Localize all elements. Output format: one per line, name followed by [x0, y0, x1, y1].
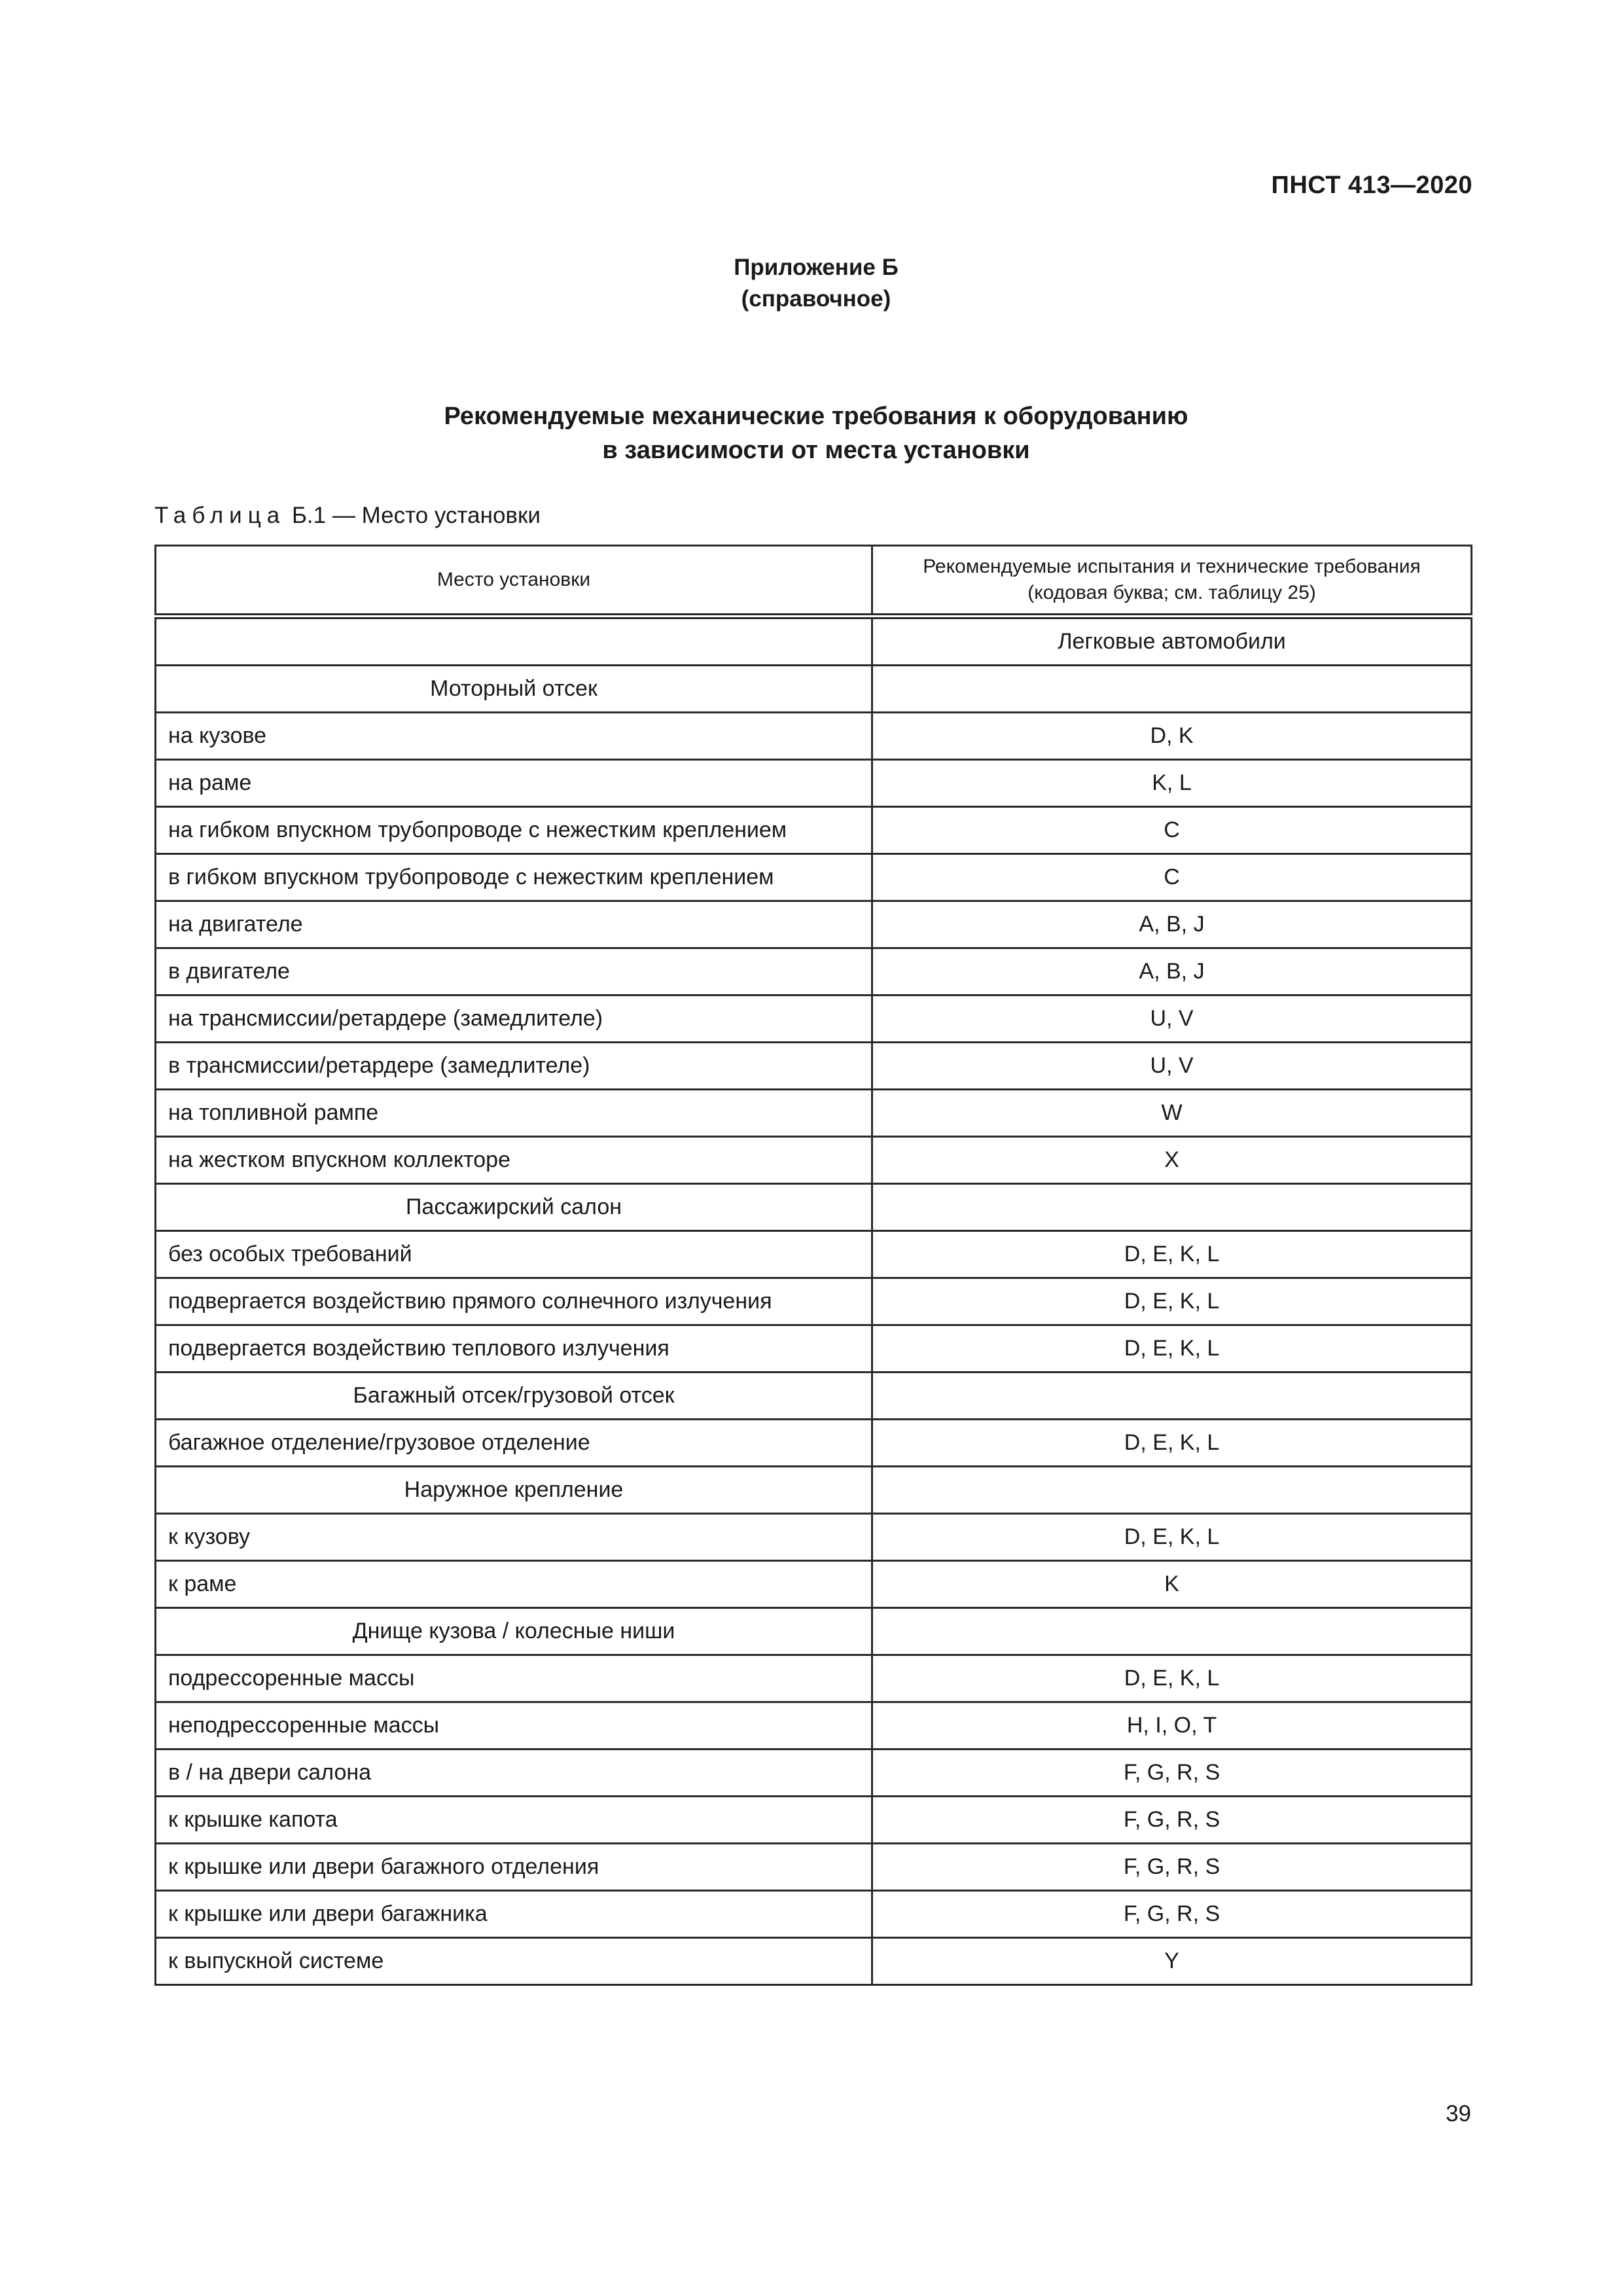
table-row — [156, 948, 1472, 996]
section-heading-cell: Моторный отсек — [156, 666, 872, 713]
code-cell: Y — [872, 1938, 1472, 1985]
header-cell-place: Место установки — [156, 546, 872, 617]
table-caption-text: Б.1 — Место установки — [285, 503, 541, 528]
appendix-heading — [0, 252, 1623, 315]
table-row — [156, 1278, 1472, 1325]
section-heading-cell: Наружное крепление — [156, 1467, 872, 1514]
place-cell: на трансмиссии/ретардере (замедлителе) — [156, 996, 872, 1043]
section-heading-cell: Пассажирский салон — [156, 1184, 872, 1231]
section-title-line-1: Рекомендуемые механические требования к оборудованию — [444, 403, 1188, 430]
header-requirements-line-2: (кодовая буква; см. таблицу 25) — [1027, 582, 1316, 603]
place-cell: к кузову — [156, 1514, 872, 1561]
code-cell: K, L — [872, 760, 1472, 807]
table-row — [156, 901, 1472, 948]
table-row — [156, 854, 1472, 901]
table-row — [156, 1090, 1472, 1137]
place-cell: неподрессоренные массы — [156, 1702, 872, 1749]
empty-cell — [872, 1608, 1472, 1655]
code-cell: U, V — [872, 1043, 1472, 1090]
appendix-title: Приложение Б — [734, 255, 899, 280]
document-code: ПНСТ 413—2020 — [1271, 171, 1472, 199]
vehicle-type-row — [156, 617, 1472, 666]
place-cell: в двигателе — [156, 948, 872, 996]
header-requirements-line-1: Рекомендуемые испытания и технические требования — [923, 556, 1421, 577]
installation-table — [154, 545, 1472, 1986]
place-cell: багажное отделение/грузовое отделение — [156, 1420, 872, 1467]
table-caption — [154, 503, 541, 529]
code-cell: D, E, K, L — [872, 1514, 1472, 1561]
place-cell: на двигателе — [156, 901, 872, 948]
place-cell: к крышке капота — [156, 1797, 872, 1844]
table-row — [156, 1514, 1472, 1561]
section-row — [156, 1372, 1472, 1420]
table-row — [156, 1137, 1472, 1184]
code-cell: H, I, O, T — [872, 1702, 1472, 1749]
table-row — [156, 1844, 1472, 1891]
section-title-line-2: в зависимости от места установки — [602, 437, 1030, 464]
table-header-row — [156, 546, 1472, 617]
place-cell: на топливной рампе — [156, 1090, 872, 1137]
place-cell: к крышке или двери багажного отделения — [156, 1844, 872, 1891]
section-row — [156, 1608, 1472, 1655]
table-row — [156, 1655, 1472, 1702]
table-body — [156, 546, 1472, 1985]
section-row — [156, 1467, 1472, 1514]
table-row — [156, 1325, 1472, 1372]
code-cell: A, B, J — [872, 901, 1472, 948]
table-caption-label: Таблица — [154, 503, 286, 528]
code-cell: X — [872, 1137, 1472, 1184]
code-cell: A, B, J — [872, 948, 1472, 996]
place-cell: на жестком впускном коллекторе — [156, 1137, 872, 1184]
code-cell: C — [872, 854, 1472, 901]
section-row — [156, 666, 1472, 713]
code-cell: C — [872, 807, 1472, 854]
place-cell: к крышке или двери багажника — [156, 1891, 872, 1938]
code-cell: F, G, R, S — [872, 1797, 1472, 1844]
table-row — [156, 1891, 1472, 1938]
table-row — [156, 807, 1472, 854]
appendix-subtitle: (справочное) — [741, 286, 891, 312]
table-row — [156, 996, 1472, 1043]
code-cell: W — [872, 1090, 1472, 1137]
table-row — [156, 1702, 1472, 1749]
empty-cell — [156, 617, 872, 666]
code-cell: F, G, R, S — [872, 1891, 1472, 1938]
code-cell: D, E, K, L — [872, 1231, 1472, 1278]
code-cell: K — [872, 1561, 1472, 1608]
section-title — [0, 399, 1623, 467]
table-row — [156, 1561, 1472, 1608]
empty-cell — [872, 1372, 1472, 1420]
table-row — [156, 1749, 1472, 1797]
empty-cell — [872, 1184, 1472, 1231]
table-row — [156, 1231, 1472, 1278]
place-cell: подвергается воздействию теплового излучения — [156, 1325, 872, 1372]
table-row — [156, 1797, 1472, 1844]
code-cell: D, K — [872, 713, 1472, 760]
section-row — [156, 1184, 1472, 1231]
place-cell: без особых требований — [156, 1231, 872, 1278]
code-cell: F, G, R, S — [872, 1749, 1472, 1797]
table-row — [156, 760, 1472, 807]
section-heading-cell: Багажный отсек/грузовой отсек — [156, 1372, 872, 1420]
code-cell: D, E, K, L — [872, 1325, 1472, 1372]
place-cell: к выпускной системе — [156, 1938, 872, 1985]
place-cell: подрессоренные массы — [156, 1655, 872, 1702]
code-cell: F, G, R, S — [872, 1844, 1472, 1891]
place-cell: к раме — [156, 1561, 872, 1608]
empty-cell — [872, 666, 1472, 713]
header-cell-requirements — [872, 546, 1472, 617]
empty-cell — [872, 1467, 1472, 1514]
place-cell: в гибком впускном трубопроводе с нежестким креплением — [156, 854, 872, 901]
table-row — [156, 1420, 1472, 1467]
code-cell: D, E, K, L — [872, 1655, 1472, 1702]
place-cell: в / на двери салона — [156, 1749, 872, 1797]
code-cell: D, E, K, L — [872, 1420, 1472, 1467]
section-heading-cell: Днище кузова / колесные ниши — [156, 1608, 872, 1655]
place-cell: на гибком впускном трубопроводе с нежестким креплением — [156, 807, 872, 854]
vehicle-type-cell: Легковые автомобили — [872, 617, 1472, 666]
code-cell: U, V — [872, 996, 1472, 1043]
table-row — [156, 713, 1472, 760]
code-cell: D, E, K, L — [872, 1278, 1472, 1325]
page-number: 39 — [1446, 2101, 1471, 2126]
place-cell: на раме — [156, 760, 872, 807]
table-row — [156, 1938, 1472, 1985]
table-row — [156, 1043, 1472, 1090]
place-cell: на кузове — [156, 713, 872, 760]
place-cell: подвергается воздействию прямого солнечного излучения — [156, 1278, 872, 1325]
place-cell: в трансмиссии/ретардере (замедлителе) — [156, 1043, 872, 1090]
